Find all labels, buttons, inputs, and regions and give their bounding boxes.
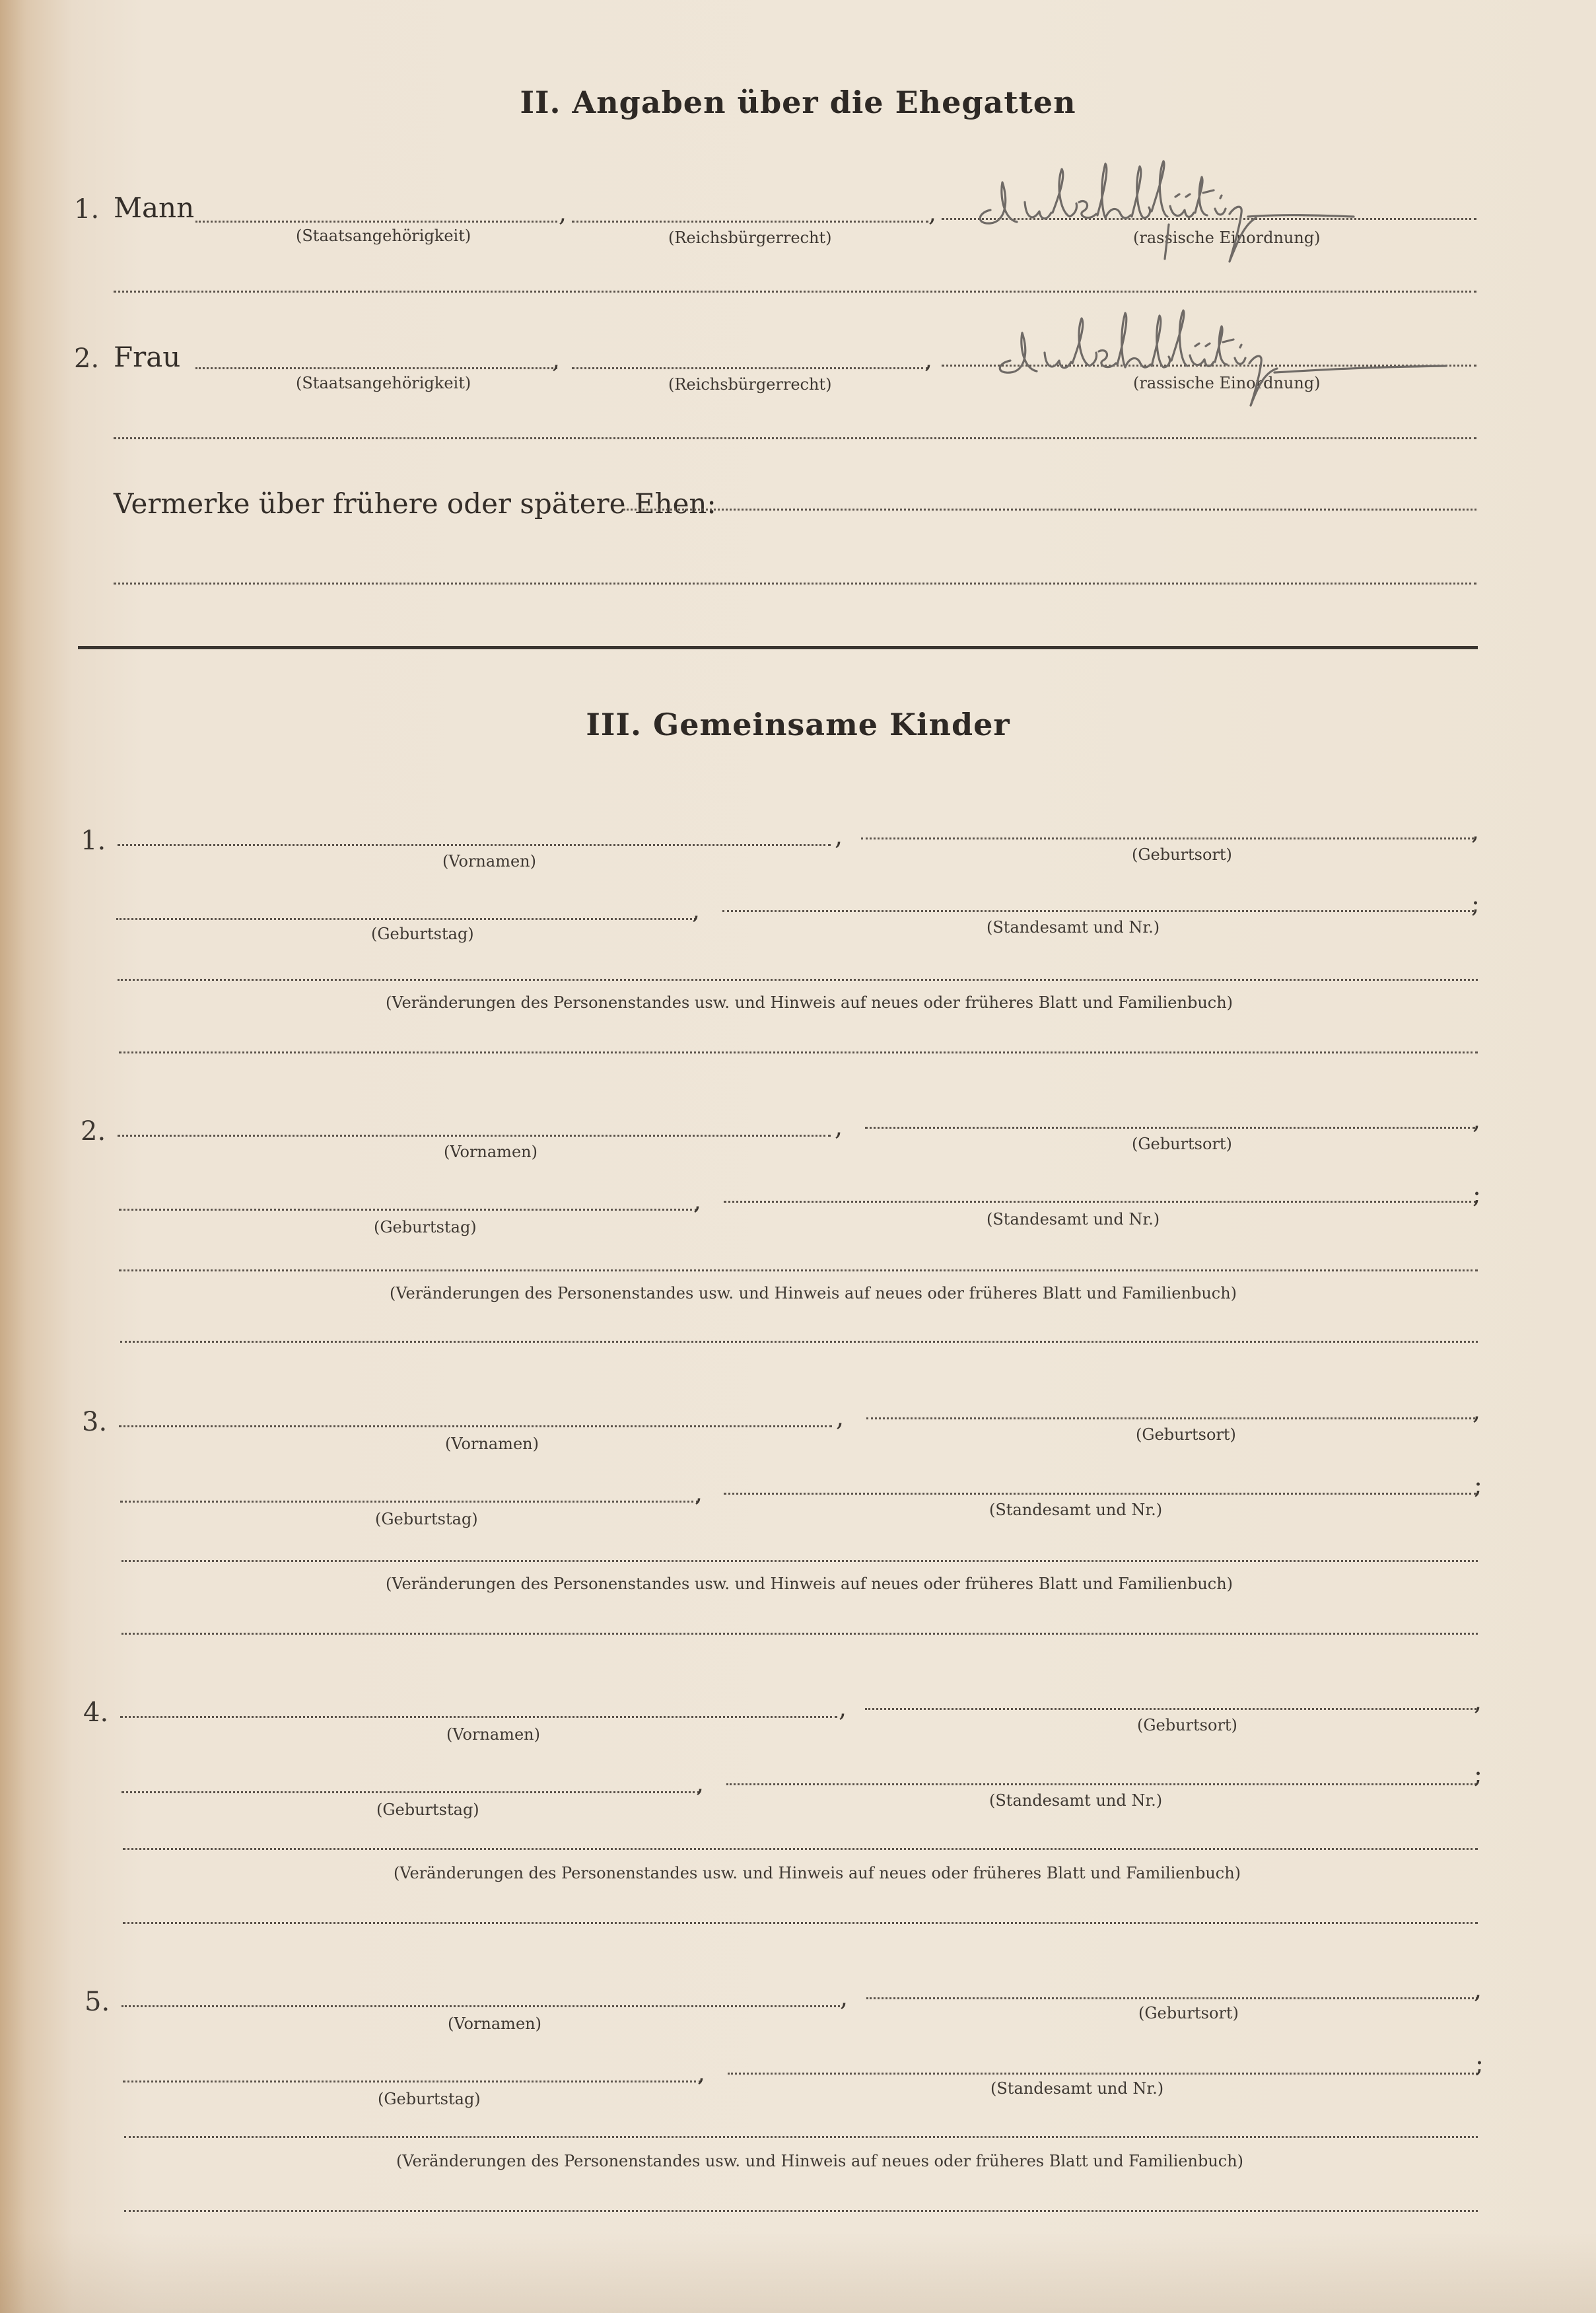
child-vornamen-line[interactable] [118,844,831,846]
child-geburtsort-line[interactable] [861,837,1474,839]
child-veraenderungen-line-1[interactable] [119,1269,1478,1271]
frau-label: Frau [114,341,181,373]
vermerke-line-1[interactable] [623,509,1476,511]
child-geburtsort-caption: (Geburtsort) [1137,1716,1237,1734]
comma: , [552,345,561,374]
child-geburtstag-line[interactable] [116,918,696,920]
comma: , [1474,1975,1482,2004]
comma: , [697,2058,706,2087]
semicolon: ; [1475,2049,1484,2078]
child-geburtsort-caption: (Geburtsort) [1138,2004,1239,2022]
child-number: 1. [81,826,106,856]
comma: , [835,822,843,851]
child-geburtsort-line[interactable] [866,1997,1478,1999]
child-geburtsort-line[interactable] [866,1417,1475,1419]
child-geburtstag-line[interactable] [120,1501,699,1503]
child-vornamen-caption: (Vornamen) [444,1143,538,1161]
child-vornamen-caption: (Vornamen) [445,1435,539,1453]
child-vornamen-line[interactable] [120,1716,837,1718]
comma: , [696,1769,705,1798]
child-standesamt-line[interactable] [722,910,1474,912]
frau-staat-line[interactable] [195,367,557,369]
child-vornamen-line[interactable] [119,1425,832,1427]
child-geburtsort-line[interactable] [865,1127,1475,1129]
child-veraenderungen-line-1[interactable] [124,2136,1478,2138]
child-standesamt-caption: (Standesamt und Nr.) [989,1501,1163,1519]
child-veraenderungen-caption: (Veränderungen des Personenstandes usw. und Hinweis auf neues oder früheres Blatt und Familienbuch) [396,2152,1244,2170]
mann-number: 1. [74,194,100,225]
comma: , [692,896,701,925]
child-geburtstag-line[interactable] [123,2081,701,2082]
frau-number: 2. [74,343,100,374]
child-standesamt-line[interactable] [726,1783,1476,1785]
child-veraenderungen-line-1[interactable] [123,1848,1478,1850]
section-2-title: II. Angaben über die Ehegatten [520,85,1076,120]
comma: , [928,198,937,227]
child-vornamen-caption: (Vornamen) [448,2014,541,2033]
frau-extra-line[interactable] [114,437,1476,439]
frau-handwriting-signature [990,304,1466,416]
comma: , [1473,1396,1481,1425]
child-veraenderungen-line-2[interactable] [119,1051,1478,1053]
semicolon: ; [1473,1180,1481,1209]
child-geburtstag-caption: (Geburtstag) [378,2090,481,2108]
comma: , [1474,1687,1482,1716]
child-veraenderungen-line-2[interactable] [120,1341,1478,1343]
child-geburtsort-caption: (Geburtsort) [1132,845,1232,864]
mann-staat-line[interactable] [195,221,557,223]
comma: , [1471,816,1480,845]
mann-rasse-caption: (rassische Einordnung) [1133,229,1321,247]
child-geburtstag-caption: (Geburtstag) [375,1510,478,1528]
child-standesamt-caption: (Standesamt und Nr.) [989,1791,1163,1810]
frau-rasse-caption: (rassische Einordnung) [1133,374,1321,392]
child-veraenderungen-caption: (Veränderungen des Personenstandes usw. und Hinweis auf neues oder früheres Blatt und Familienbuch) [386,1575,1233,1593]
child-veraenderungen-line-1[interactable] [121,1560,1478,1562]
child-vornamen-caption: (Vornamen) [446,1725,540,1744]
semicolon: ; [1474,1760,1482,1789]
mann-reich-caption: (Reichsbürgerrecht) [668,229,832,247]
section-divider [78,646,1478,649]
child-veraenderungen-caption: (Veränderungen des Personenstandes usw. und Hinweis auf neues oder früheres Blatt und Familienbuch) [386,993,1233,1012]
mann-extra-line[interactable] [114,291,1476,293]
child-veraenderungen-caption: (Veränderungen des Personenstandes usw. und Hinweis auf neues oder früheres Blatt und Familienbuch) [394,1864,1241,1882]
child-standesamt-line[interactable] [728,2073,1478,2075]
frau-reich-caption: (Reichsbürgerrecht) [668,375,832,394]
child-veraenderungen-line-2[interactable] [123,1922,1478,1924]
comma: , [835,1112,843,1141]
mann-label: Mann [114,192,195,224]
child-standesamt-caption: (Standesamt und Nr.) [987,918,1160,937]
child-veraenderungen-caption: (Veränderungen des Personenstandes usw. und Hinweis auf neues oder früheres Blatt und Familienbuch) [390,1284,1237,1302]
child-veraenderungen-line-2[interactable] [121,1633,1478,1635]
semicolon: ; [1474,1470,1482,1499]
child-number: 5. [85,1987,110,2017]
mann-handwriting-signature [971,156,1367,268]
comma: , [924,345,933,374]
child-geburtstag-caption: (Geburtstag) [371,925,474,943]
comma: , [839,1693,847,1723]
paper-shadow [0,2232,1596,2313]
child-geburtstag-line[interactable] [121,1791,700,1793]
comma: , [836,1403,845,1432]
child-geburtstag-line[interactable] [119,1209,697,1211]
vermerke-line-2[interactable] [114,583,1476,585]
child-geburtsort-line[interactable] [865,1708,1476,1710]
child-standesamt-caption: (Standesamt und Nr.) [987,1210,1160,1228]
child-vornamen-caption: (Vornamen) [442,852,536,871]
comma: , [693,1186,702,1215]
child-standesamt-caption: (Standesamt und Nr.) [990,2079,1164,2098]
child-standesamt-line[interactable] [724,1201,1476,1203]
child-geburtstag-caption: (Geburtstag) [376,1800,479,1819]
child-geburtsort-caption: (Geburtsort) [1136,1425,1236,1444]
child-number: 4. [83,1697,109,1728]
mann-staat-caption: (Staatsangehörigkeit) [296,227,471,245]
mann-reich-line[interactable] [572,221,928,223]
child-vornamen-line[interactable] [121,2005,840,2007]
child-number: 2. [81,1116,106,1147]
comma: , [840,1983,849,2012]
comma: , [559,198,567,227]
section-3-title: III. Gemeinsame Kinder [586,707,1010,742]
comma: , [695,1478,703,1507]
child-geburtstag-caption: (Geburtstag) [374,1218,477,1236]
child-veraenderungen-line-2[interactable] [124,2210,1478,2212]
comma: , [1473,1106,1481,1135]
child-number: 3. [82,1407,108,1437]
frau-reich-line[interactable] [572,367,928,369]
child-geburtsort-caption: (Geburtsort) [1132,1135,1232,1153]
vermerke-label: Vermerke über frühere oder spätere Ehen: [114,487,716,520]
child-standesamt-line[interactable] [724,1493,1476,1495]
child-vornamen-line[interactable] [118,1135,831,1137]
frau-staat-caption: (Staatsangehörigkeit) [296,374,471,392]
child-veraenderungen-line-1[interactable] [118,979,1478,981]
semicolon: ; [1471,889,1480,918]
